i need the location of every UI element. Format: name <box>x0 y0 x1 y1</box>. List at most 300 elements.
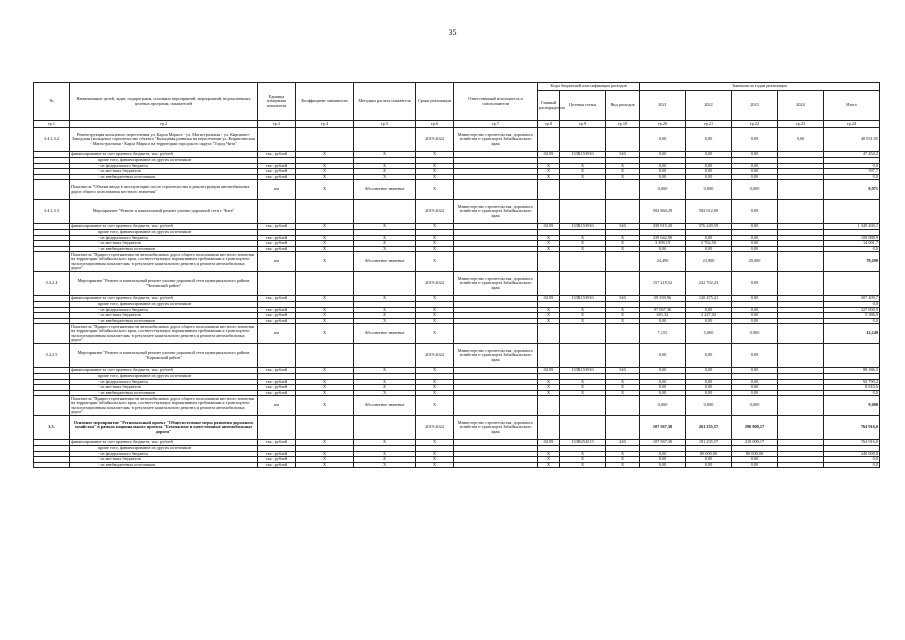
row-name-cell: - из федерального бюджета <box>70 307 258 313</box>
header-exp-type: Вид расходов <box>606 91 640 121</box>
row-term-cell: Х <box>416 440 454 446</box>
row-exp-type-cell <box>606 128 640 152</box>
row-article-cell: 133R153930 <box>560 152 606 158</box>
header-num-cell: гр.23 <box>778 121 824 128</box>
row-value-2022-cell: 80 000,00 <box>686 451 732 457</box>
row-total-cell: 0,0 <box>824 174 880 180</box>
row-coef-cell: Х <box>296 252 354 272</box>
header-main-manager: Главный распорядитель <box>538 91 560 121</box>
row-name-cell: Мероприятие "Ремонт и капитальный ремонт улично-дорожной сети муниципального района "Карымский район" <box>70 344 258 368</box>
row-value-2022-cell: 0,00 <box>686 390 732 396</box>
row-coef-cell: Х <box>296 390 354 396</box>
row-main-manager-cell: 04 09 <box>538 296 560 302</box>
row-method-cell: Х <box>354 390 416 396</box>
row-number-cell <box>34 252 70 272</box>
row-term-cell: Х <box>416 241 454 247</box>
header-year-2023: 2023 <box>732 91 778 121</box>
row-exp-type-cell <box>606 344 640 368</box>
row-term-cell: Х <box>416 390 454 396</box>
row-main-manager-cell: Х <box>538 307 560 313</box>
row-name-cell: - из местных бюджетов <box>70 313 258 319</box>
row-coef-cell <box>296 272 354 296</box>
row-term-cell: 2019-2024 <box>416 344 454 368</box>
row-coef-cell <box>296 200 354 224</box>
row-value-2022-cell: 0,00 <box>686 318 732 324</box>
row-executor-cell: Министерство строительства, дорожного хозяйства и транспорта Забайкальского края <box>454 272 538 296</box>
row-coef-cell <box>296 128 354 152</box>
row-value-2023-cell: 0,000 <box>732 396 778 416</box>
row-article-cell <box>560 416 606 440</box>
row-unit-cell: тыс. рублей <box>258 385 296 391</box>
row-method-cell <box>354 128 416 152</box>
row-value-2023-cell: 210 009,17 <box>732 440 778 446</box>
row-name-cell: - из внебюджетных источников <box>70 462 258 468</box>
row-method-cell: Х <box>354 368 416 374</box>
row-exp-type-cell: 540 <box>606 296 640 302</box>
row-article-cell: Х <box>560 174 606 180</box>
row-coef-cell: Х <box>296 174 354 180</box>
row-unit-cell <box>258 200 296 224</box>
row-total-cell: 12,249 <box>824 324 880 344</box>
row-executor-cell: Министерство строительства, дорожного хозяйства и транспорта Забайкальского края <box>454 200 538 224</box>
row-total-cell <box>824 272 880 296</box>
row-value-2022-cell: 576 249,59 <box>686 224 732 230</box>
table-row-measure <box>34 128 880 152</box>
row-name-cell: - из федерального бюджета <box>70 235 258 241</box>
row-value-2024-cell <box>778 200 824 224</box>
row-unit-cell: км <box>258 252 296 272</box>
row-value-2021-cell: 0,00 <box>640 169 686 175</box>
row-term-cell: Х <box>416 235 454 241</box>
row-unit-cell: тыс. рублей <box>258 296 296 302</box>
row-exp-type-cell: Х <box>606 451 640 457</box>
row-term-cell: Х <box>416 457 454 463</box>
row-value-2022-cell: 0,00 <box>686 457 732 463</box>
row-article-cell <box>560 200 606 224</box>
row-main-manager-cell: Х <box>538 169 560 175</box>
row-article-cell: 133R153930 <box>560 224 606 230</box>
row-main-manager-cell: Х <box>538 318 560 324</box>
row-total-cell: 0,0 <box>824 462 880 468</box>
row-name-cell: - из федерального бюджета <box>70 451 258 457</box>
row-name-cell: финансирование за счет краевого бюджета, тыс. рублей <box>70 152 258 158</box>
row-article-cell: Х <box>560 313 606 319</box>
row-total-cell: 1 349 400,1 <box>824 224 880 230</box>
row-coef-cell <box>296 416 354 440</box>
row-value-2021-cell: 601,32 <box>640 313 686 319</box>
row-term-cell: Х <box>416 368 454 374</box>
row-method-cell: Абсолютное значение <box>354 324 416 344</box>
row-main-manager-cell <box>538 416 560 440</box>
row-value-2023-cell: 0,00 <box>732 462 778 468</box>
row-total-cell: 78,490 <box>824 252 880 272</box>
row-value-2024-cell <box>778 462 824 468</box>
row-article-cell: Х <box>560 169 606 175</box>
row-total-cell: 48 031,95 <box>824 128 880 152</box>
header-unit: Единица измерения показателя <box>258 83 296 121</box>
row-main-manager-cell: Х <box>538 174 560 180</box>
header-num-cell: гр.9 <box>560 121 606 128</box>
header-num-cell: гр.8 <box>538 121 560 128</box>
row-unit-cell: тыс. рублей <box>258 241 296 247</box>
header-num-cell: гр.2 <box>70 121 258 128</box>
row-value-2022-cell: 0,000 <box>686 180 732 200</box>
row-name-cell: - из федерального бюджета <box>70 379 258 385</box>
row-main-manager-cell <box>538 396 560 416</box>
row-value-2024-cell <box>778 344 824 368</box>
row-total-cell <box>824 200 880 224</box>
row-total-cell: 240 000,0 <box>824 451 880 457</box>
row-total-cell: 0,0 <box>824 163 880 169</box>
header-total: Итого <box>824 91 880 121</box>
table-row-measure <box>34 200 880 224</box>
header-group-codes: Коды бюджетной классификации расходов <box>538 83 640 91</box>
row-unit-cell: тыс. рублей <box>258 368 296 374</box>
row-value-2023-cell: 0,00 <box>732 307 778 313</box>
header-name: Наименование целей, задач, подпрограмм, основных мероприятий, мероприятий, ведомственных целевых программ, показателей <box>70 83 258 121</box>
row-exp-type-cell: Х <box>606 385 640 391</box>
row-value-2024-cell <box>778 324 824 344</box>
header-no: № <box>34 83 70 121</box>
row-total-cell: 0,0 <box>824 390 880 396</box>
row-coef-cell: Х <box>296 235 354 241</box>
row-main-manager-cell: 04 09 <box>538 368 560 374</box>
row-value-2021-cell: 0,00 <box>640 457 686 463</box>
row-value-2022-cell: 0,00 <box>686 307 732 313</box>
row-coef-cell: Х <box>296 163 354 169</box>
row-executor-cell <box>454 396 538 416</box>
row-coef-cell: Х <box>296 462 354 468</box>
row-value-2023-cell: 0,00 <box>732 163 778 169</box>
row-article-cell <box>560 272 606 296</box>
row-value-2021-cell: 157 219,52 <box>640 272 686 296</box>
row-coef-cell: Х <box>296 307 354 313</box>
row-coef-cell: Х <box>296 396 354 416</box>
row-value-2023-cell: 0,00 <box>732 272 778 296</box>
row-value-2022-cell: 0,00 <box>686 385 732 391</box>
row-method-cell <box>354 272 416 296</box>
row-term-cell: Х <box>416 313 454 319</box>
row-value-2022-cell: 5 762,50 <box>686 241 732 247</box>
header-num-cell: гр.10 <box>606 121 640 128</box>
row-value-2021-cell: 0,00 <box>640 174 686 180</box>
header-num-cell: гр.3 <box>258 121 296 128</box>
row-unit-cell <box>258 344 296 368</box>
row-unit-cell: тыс. рублей <box>258 313 296 319</box>
row-name-cell: - из местных бюджетов <box>70 169 258 175</box>
row-value-2021-cell: 339 819,20 <box>640 224 686 230</box>
row-unit-cell: тыс. рублей <box>258 462 296 468</box>
row-value-2021-cell: 582 860,29 <box>640 200 686 224</box>
row-value-2023-cell: 0,00 <box>732 246 778 252</box>
row-main-manager-cell: Х <box>538 457 560 463</box>
row-value-2022-cell: 232 702,23 <box>686 272 732 296</box>
row-name-cell: финансирование за счет краевого бюджета, тыс. рублей <box>70 368 258 374</box>
row-unit-cell: тыс. рублей <box>258 235 296 241</box>
row-number-cell: 3.4.2.4 <box>34 272 70 296</box>
row-name-cell: финансирование за счет краевого бюджета, тыс. рублей <box>70 224 258 230</box>
row-article-cell <box>560 252 606 272</box>
row-exp-type-cell: 540 <box>606 368 640 374</box>
row-exp-type-cell: 240 <box>606 440 640 446</box>
row-name-cell: - из внебюджетных источников <box>70 174 258 180</box>
row-name-cell: Показатель "Прирост протяженности автомобильных дорог общего пользования местного значения на территории Забайкальского края, соответствующих нормативным требованиям к транспортно-эксплуатационным показателям, в результате капитального ремонта и ремонта автомобильных дорог" <box>70 252 258 272</box>
row-number-cell: 3.4.2.3.3 <box>34 200 70 224</box>
row-coef-cell: Х <box>296 246 354 252</box>
row-name-cell: Мероприятие "Ремонт и капитальный ремонт улично-дорожной сети муниципального района "Читинский район" <box>70 272 258 296</box>
row-total-cell: 327 800,9 <box>824 307 880 313</box>
row-value-2023-cell: 0,00 <box>732 296 778 302</box>
row-value-2022-cell: 5,000 <box>686 324 732 344</box>
row-total-cell: 597,7 <box>824 169 880 175</box>
table-header <box>34 83 880 128</box>
row-coef-cell: Х <box>296 368 354 374</box>
row-exp-type-cell: Х <box>606 307 640 313</box>
row-main-manager-cell <box>538 252 560 272</box>
row-value-2023-cell: 0,900 <box>732 324 778 344</box>
row-article-cell: 133R153930 <box>560 368 606 374</box>
row-unit-cell: тыс. рублей <box>258 390 296 396</box>
row-value-2024-cell <box>778 396 824 416</box>
row-value-2022-cell: 0,00 <box>686 163 732 169</box>
row-value-2021-cell: 0,00 <box>640 385 686 391</box>
row-article-cell: Х <box>560 318 606 324</box>
row-main-manager-cell: Х <box>538 462 560 468</box>
row-value-2021-cell: 59 359,96 <box>640 296 686 302</box>
row-value-2023-cell: 0,00 <box>732 152 778 158</box>
row-article-cell <box>560 128 606 152</box>
row-unit-cell: км <box>258 396 296 416</box>
row-article-cell: 133R254315 <box>560 440 606 446</box>
header-num-cell: гр.22 <box>732 121 778 128</box>
header-year-2024: 2024 <box>778 91 824 121</box>
row-term-cell: Х <box>416 152 454 158</box>
row-value-2022-cell: 0,00 <box>686 379 732 385</box>
row-article-cell: Х <box>560 462 606 468</box>
row-main-manager-cell <box>538 200 560 224</box>
row-unit-cell: тыс. рублей <box>258 246 296 252</box>
row-number-cell <box>34 180 70 200</box>
row-unit-cell: тыс. рублей <box>258 318 296 324</box>
row-executor-cell: Министерство строительства, дорожного хозяйства и транспорта Забайкальского края <box>454 344 538 368</box>
row-term-cell: Х <box>416 451 454 457</box>
row-term-cell: Х <box>416 163 454 169</box>
row-name-cell: - из внебюджетных источников <box>70 390 258 396</box>
row-total-cell: 764 916,0 <box>824 440 880 446</box>
header-coef: Коэффициент значимости <box>296 83 354 121</box>
row-method-cell <box>354 200 416 224</box>
row-exp-type-cell: Х <box>606 379 640 385</box>
row-term-cell: Х <box>416 169 454 175</box>
row-coef-cell: Х <box>296 440 354 446</box>
row-exp-type-cell <box>606 272 640 296</box>
row-value-2021-cell: 107 567,30 <box>640 440 686 446</box>
row-exp-type-cell: Х <box>606 241 640 247</box>
table-row-sub <box>34 462 880 468</box>
row-coef-cell: Х <box>296 385 354 391</box>
row-method-cell: Х <box>354 457 416 463</box>
row-exp-type-cell: 540 <box>606 224 640 230</box>
row-value-2023-cell: 0,00 <box>732 224 778 230</box>
row-method-cell: Х <box>354 385 416 391</box>
row-exp-type-cell <box>606 324 640 344</box>
row-exp-type-cell <box>606 180 640 200</box>
row-value-2021-cell: 0,00 <box>640 152 686 158</box>
row-main-manager-cell: Х <box>538 163 560 169</box>
row-coef-cell: Х <box>296 180 354 200</box>
row-total-cell <box>824 344 880 368</box>
row-value-2022-cell: 0,00 <box>686 128 732 152</box>
row-value-2022-cell: 181 235,57 <box>686 440 732 446</box>
row-total-cell: 88 386,5 <box>824 368 880 374</box>
row-unit-cell: тыс. рублей <box>258 169 296 175</box>
row-value-2022-cell: 261 235,57 <box>686 416 732 440</box>
row-method-cell <box>354 344 416 368</box>
row-coef-cell: Х <box>296 169 354 175</box>
header-num-cell: гр.1 <box>34 121 70 128</box>
row-article-cell: Х <box>560 246 606 252</box>
row-main-manager-cell <box>538 324 560 344</box>
row-value-2021-cell: 0,00 <box>640 462 686 468</box>
row-article-cell: 133R153930 <box>560 296 606 302</box>
row-total-cell: 108 888,9 <box>824 235 880 241</box>
page-number: 35 <box>448 28 457 37</box>
row-term-cell: 2019-2024 <box>416 416 454 440</box>
row-main-manager-cell <box>538 344 560 368</box>
row-total-cell: 8 810,6 <box>824 385 880 391</box>
row-name-cell: кроме того, финансирование из других источников <box>70 302 258 308</box>
row-name-cell: - из местных бюджетов <box>70 457 258 463</box>
row-executor-cell <box>454 252 538 272</box>
row-unit-cell: тыс. рублей <box>258 451 296 457</box>
row-term-cell: Х <box>416 307 454 313</box>
row-term-cell: 2019-2024 <box>416 272 454 296</box>
row-value-2022-cell: 2 227,02 <box>686 313 732 319</box>
row-unit-cell: тыс. рублей <box>258 163 296 169</box>
row-exp-type-cell <box>606 200 640 224</box>
row-method-cell: Х <box>354 379 416 385</box>
row-total-cell: 0,0 <box>824 302 880 308</box>
row-value-2022-cell: 582 012,09 <box>686 200 732 224</box>
row-name-cell: кроме того, финансирование из других источников <box>70 374 258 380</box>
row-term-cell: 2019-2024 <box>416 128 454 152</box>
row-coef-cell: Х <box>296 313 354 319</box>
row-value-2023-cell: 0,00 <box>732 128 778 152</box>
row-value-2024-cell <box>778 272 824 296</box>
row-coef-cell: Х <box>296 241 354 247</box>
row-main-manager-cell: 04 09 <box>538 152 560 158</box>
row-name-cell: Показатель "Объема ввода в эксплуатацию после строительства и реконструкции автомобильных дорог общего пользования местного значения" <box>70 180 258 200</box>
row-main-manager-cell: 04 09 <box>538 224 560 230</box>
row-method-cell: Х <box>354 462 416 468</box>
row-value-2022-cell: 0,00 <box>686 235 732 241</box>
table-row-measure <box>34 272 880 296</box>
row-exp-type-cell: Х <box>606 169 640 175</box>
row-value-2024-cell <box>778 416 824 440</box>
row-term-cell: Х <box>416 324 454 344</box>
row-value-2022-cell: 0,00 <box>686 152 732 158</box>
row-coef-cell: Х <box>296 224 354 230</box>
row-unit-cell: тыс. рублей <box>258 440 296 446</box>
row-term-cell: Х <box>416 379 454 385</box>
row-value-2023-cell: 290 009,17 <box>732 416 778 440</box>
row-total-cell: 764 916,0 <box>824 416 880 440</box>
row-article-cell: Х <box>560 235 606 241</box>
row-term-cell: Х <box>416 462 454 468</box>
header-num-cell: гр.7 <box>454 121 538 128</box>
row-value-2022-cell: 0,00 <box>686 462 732 468</box>
row-value-2023-cell: 0,00 <box>732 379 778 385</box>
row-number-cell: 3.5. <box>34 416 70 440</box>
row-main-manager-cell: Х <box>538 313 560 319</box>
row-value-2023-cell: 0,00 <box>732 174 778 180</box>
row-value-2021-cell: 0,00 <box>640 390 686 396</box>
row-method-cell: Х <box>354 169 416 175</box>
row-unit-cell: тыс. рублей <box>258 152 296 158</box>
row-method-cell: Х <box>354 224 416 230</box>
row-term-cell: Х <box>416 385 454 391</box>
row-unit-cell: тыс. рублей <box>258 224 296 230</box>
row-exp-type-cell: Х <box>606 462 640 468</box>
table-row-ind <box>34 252 880 272</box>
row-exp-type-cell: Х <box>606 174 640 180</box>
row-unit-cell <box>258 128 296 152</box>
row-name-cell: Основное мероприятие "Региональный проект "Общесистемные меры развития дорожного хозяйства" в рамках национального проекта "Безопасные и качественные автомобильные дороги" <box>70 416 258 440</box>
row-article-cell <box>560 344 606 368</box>
row-value-2021-cell: 0,000 <box>640 396 686 416</box>
row-number-cell <box>34 396 70 416</box>
row-number-cell: 3.4.2.5 <box>34 344 70 368</box>
row-value-2022-cell: 120 475,21 <box>686 296 732 302</box>
row-exp-type-cell: Х <box>606 457 640 463</box>
row-article-cell: Х <box>560 241 606 247</box>
row-unit-cell: тыс. рублей <box>258 307 296 313</box>
row-total-cell: 47 454,2 <box>824 152 880 158</box>
row-value-2023-cell: 0,00 <box>732 235 778 241</box>
row-method-cell: Х <box>354 440 416 446</box>
row-unit-cell: км <box>258 180 296 200</box>
row-coef-cell: Х <box>296 318 354 324</box>
row-executor-cell <box>454 180 538 200</box>
row-method-cell: Х <box>354 313 416 319</box>
row-article-cell: Х <box>560 379 606 385</box>
row-exp-type-cell: Х <box>606 313 640 319</box>
header-year-2021: 2021 <box>640 91 686 121</box>
header-numbers-row <box>34 121 880 128</box>
row-unit-cell: тыс. рублей <box>258 457 296 463</box>
row-value-2023-cell: 20,000 <box>732 252 778 272</box>
row-value-2021-cell: 0,00 <box>640 368 686 374</box>
row-name-cell: финансирование за счет краевого бюджета, тыс. рублей <box>70 296 258 302</box>
header-num-cell: гр.5 <box>354 121 416 128</box>
row-name-cell: кроме того, финансирование из других источников <box>70 230 258 236</box>
row-name-cell: кроме того, финансирование из других источников <box>70 446 258 452</box>
row-main-manager-cell: Х <box>538 241 560 247</box>
row-term-cell: Х <box>416 174 454 180</box>
row-value-2021-cell: 0,000 <box>640 180 686 200</box>
row-article-cell: Х <box>560 451 606 457</box>
row-unit-cell: тыс. рублей <box>258 379 296 385</box>
row-value-2021-cell: 239 642,90 <box>640 235 686 241</box>
row-coef-cell: Х <box>296 152 354 158</box>
row-total-cell: 0,0 <box>824 457 880 463</box>
row-value-2021-cell: 0,00 <box>640 246 686 252</box>
row-method-cell: Х <box>354 152 416 158</box>
row-number-cell: 3.4.2.3.2 <box>34 128 70 152</box>
row-value-2021-cell: 0,00 <box>640 163 686 169</box>
row-exp-type-cell: Х <box>606 390 640 396</box>
row-method-cell: Х <box>354 307 416 313</box>
